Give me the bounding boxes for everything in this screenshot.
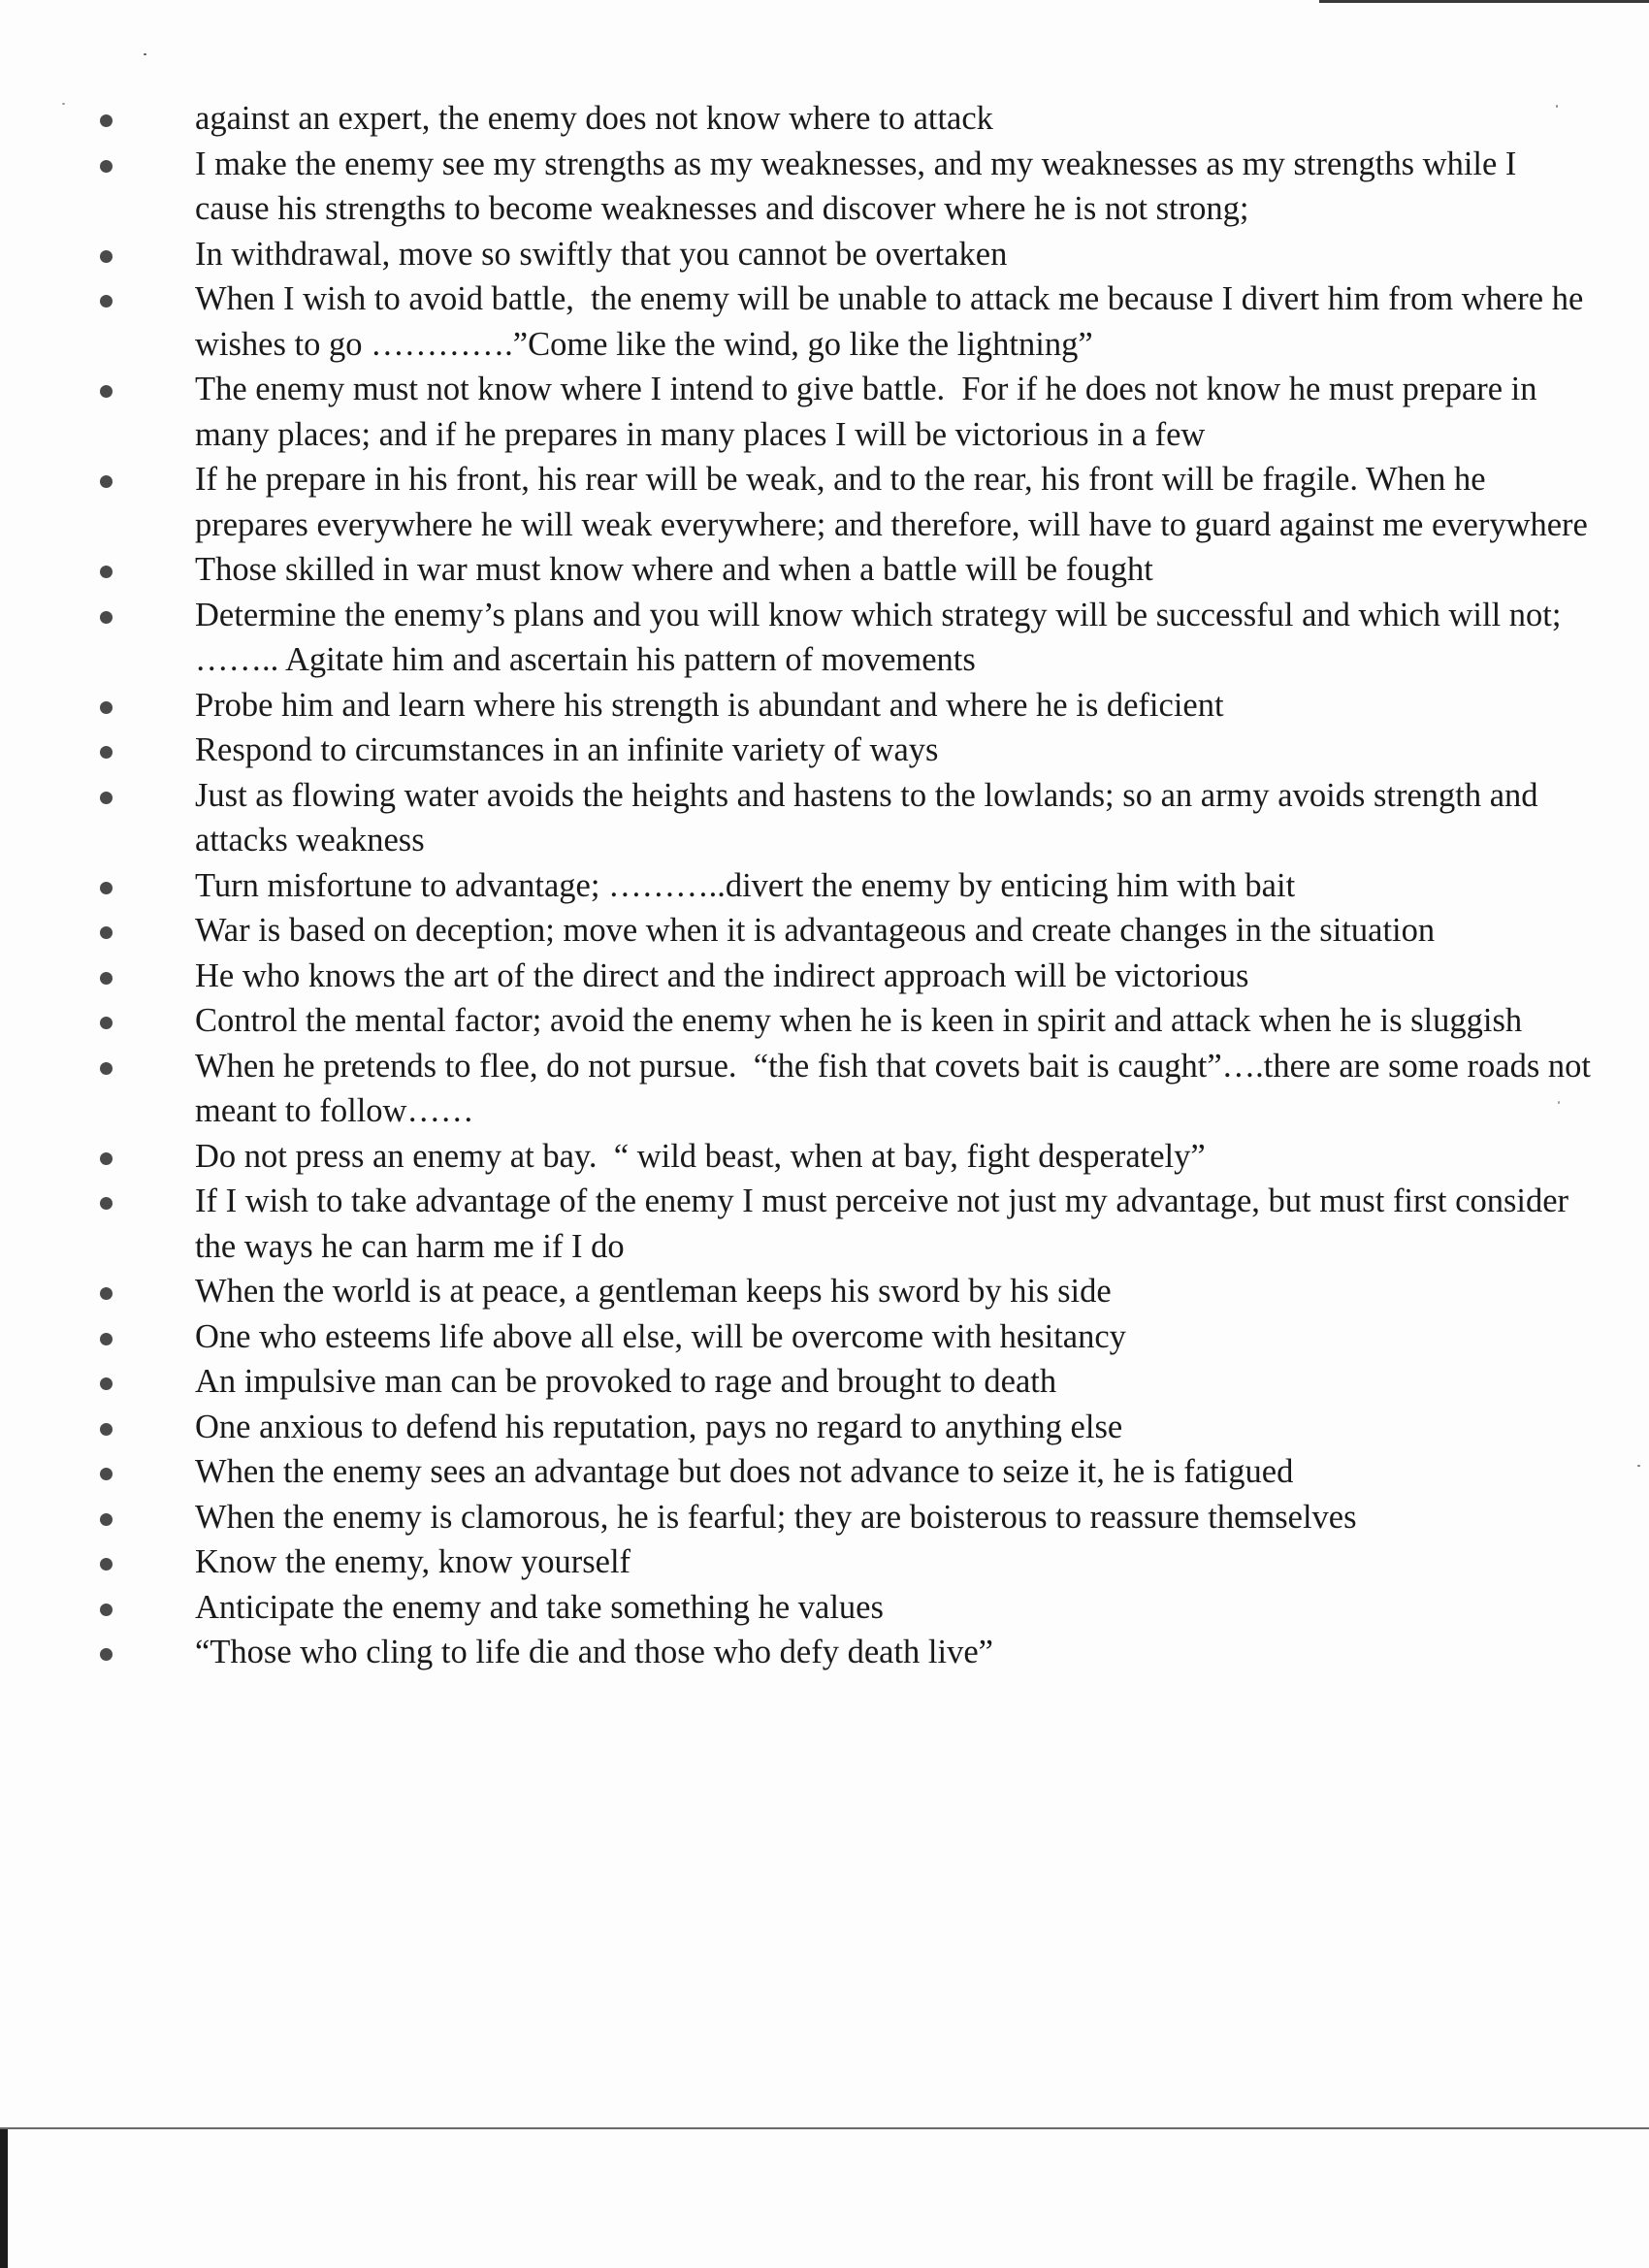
- list-item-text: An impulsive man can be provoked to rage and brought to death: [195, 1363, 1057, 1400]
- list-item-text: The enemy must not know where I intend to give battle. For if he does not know he must prepare in many places; and if he prepares in many places I will be victorious in a few: [195, 371, 1546, 453]
- list-item-text: When the enemy is clamorous, he is fearful; they are boisterous to reassure themselves: [195, 1498, 1357, 1536]
- list-item-text: War is based on deception; move when it is advantageous and create changes in the situation: [195, 912, 1436, 949]
- list-item-text: When I wish to avoid battle, the enemy will be unable to attack me because I divert him from where he wishes to go ………….”Come like the wind, go like the lightning”: [195, 280, 1592, 363]
- list-item: [0, 142, 1649, 232]
- list-item: [0, 1359, 1649, 1405]
- bullet-icon: [100, 746, 113, 759]
- list-item-text: One who esteems life above all else, will be overcome with hesitancy: [195, 1317, 1126, 1355]
- list-item: [0, 1179, 1649, 1269]
- list-item-text: against an expert, the enemy does not know where to attack: [195, 100, 993, 137]
- scan-speck: [144, 53, 146, 55]
- list-item-text: Turn misfortune to advantage; ………..divert the enemy by enticing him with bait: [195, 866, 1296, 904]
- list-item: [0, 908, 1649, 954]
- list-item: [0, 683, 1649, 729]
- bullet-icon: [100, 295, 113, 308]
- list-item: [0, 232, 1649, 277]
- list-item-text: Probe him and learn where his strength is abundant and where he is deficient: [195, 686, 1224, 724]
- bullet-icon: [100, 475, 113, 488]
- bullet-icon: [100, 114, 113, 127]
- list-item: [0, 1449, 1649, 1495]
- list-item: [0, 1630, 1649, 1675]
- bullet-icon: [100, 1062, 113, 1075]
- list-item: [0, 367, 1649, 457]
- list-item-text: Control the mental factor; avoid the enemy when he is keen in spirit and attack when he is sluggish: [195, 1002, 1523, 1039]
- list-item: [0, 1134, 1649, 1180]
- list-item: [0, 1585, 1649, 1631]
- bullet-icon: [100, 972, 113, 985]
- list-item-text: Respond to circumstances in an infinite variety of ways: [195, 731, 939, 768]
- bottom-edge-rule: [0, 2127, 1649, 2129]
- list-item: [0, 728, 1649, 773]
- bullet-icon: [100, 1468, 113, 1480]
- list-item-text: I make the enemy see my strengths as my weaknesses, and my weaknesses as my strengths while I cause his strengths to become weaknesses and discover where he is not strong;: [195, 145, 1526, 227]
- list-item-text: When the enemy sees an advantage but does not advance to seize it, he is fatigued: [195, 1453, 1294, 1490]
- list-item-text: In withdrawal, move so swiftly that you cannot be overtaken: [195, 235, 1008, 273]
- list-item: [0, 593, 1649, 683]
- top-edge-rule: [1319, 0, 1649, 3]
- bullet-icon: [100, 385, 113, 398]
- bullet-icon: [100, 566, 113, 578]
- list-item: [0, 1405, 1649, 1450]
- bullet-icon: [100, 1197, 113, 1210]
- bullet-icon: [100, 1604, 113, 1616]
- bullet-icon: [100, 611, 113, 624]
- quote-bullet-list: [0, 96, 1649, 1675]
- bullet-icon: [100, 1558, 113, 1571]
- bullet-icon: [100, 1287, 113, 1300]
- list-item-text: Anticipate the enemy and take something he values: [195, 1588, 884, 1626]
- list-item: [0, 773, 1649, 863]
- list-item-text: If he prepare in his front, his rear will be weak, and to the rear, his front will be fragile. When he prepares everywhere he will weak everywhere; and therefore, will have to guard against me everywhere: [195, 461, 1588, 543]
- list-item: [0, 1269, 1649, 1314]
- bullet-icon: [100, 1513, 113, 1526]
- list-item: [0, 547, 1649, 593]
- list-item: [0, 96, 1649, 142]
- scan-edge-shadow: [0, 2129, 8, 2268]
- list-item: [0, 1314, 1649, 1360]
- list-item-text: He who knows the art of the direct and the indirect approach will be victorious: [195, 956, 1249, 994]
- list-item-text: When the world is at peace, a gentleman keeps his sword by his side: [195, 1273, 1112, 1310]
- bullet-icon: [100, 882, 113, 894]
- list-item: [0, 998, 1649, 1044]
- list-item-text: Those skilled in war must know where and when a battle will be fought: [195, 551, 1153, 588]
- bullet-icon: [100, 926, 113, 939]
- list-item-text: Do not press an enemy at bay. “ wild beast, when at bay, fight desperately”: [195, 1137, 1206, 1175]
- list-item: [0, 1495, 1649, 1540]
- list-item-text: “Those who cling to life die and those who defy death live”: [195, 1634, 993, 1670]
- bullet-icon: [100, 1648, 113, 1661]
- list-item-text: Know the enemy, know yourself: [195, 1543, 631, 1580]
- list-item: [0, 276, 1649, 367]
- list-item: [0, 1539, 1649, 1585]
- bullet-icon: [100, 1333, 113, 1345]
- list-item: [0, 954, 1649, 999]
- bullet-icon: [100, 1017, 113, 1029]
- list-item-text: Determine the enemy’s plans and you will know which strategy will be successful and which will not; …….. Agitate him and ascertain his pattern of movements: [195, 596, 1570, 678]
- list-item-text: One anxious to defend his reputation, pays no regard to anything else: [195, 1408, 1123, 1445]
- list-item-text: When he pretends to flee, do not pursue. “the fish that covets bait is caught”….there are some roads not meant to follow……: [195, 1047, 1600, 1129]
- list-item: [0, 1044, 1649, 1134]
- bullet-icon: [100, 160, 113, 173]
- list-item: [0, 457, 1649, 547]
- list-item: [0, 863, 1649, 909]
- bullet-icon: [100, 1423, 113, 1436]
- list-item-text: Just as flowing water avoids the heights and hastens to the lowlands; so an army avoids strength and attacks weakness: [195, 776, 1547, 859]
- bullet-icon: [100, 1377, 113, 1390]
- bullet-icon: [100, 792, 113, 804]
- bullet-icon: [100, 701, 113, 714]
- list-item-text: If I wish to take advantage of the enemy I must perceive not just my advantage, but must first consider the ways he can harm me if I do: [195, 1183, 1577, 1265]
- bullet-icon: [100, 1152, 113, 1165]
- bullet-icon: [100, 250, 113, 263]
